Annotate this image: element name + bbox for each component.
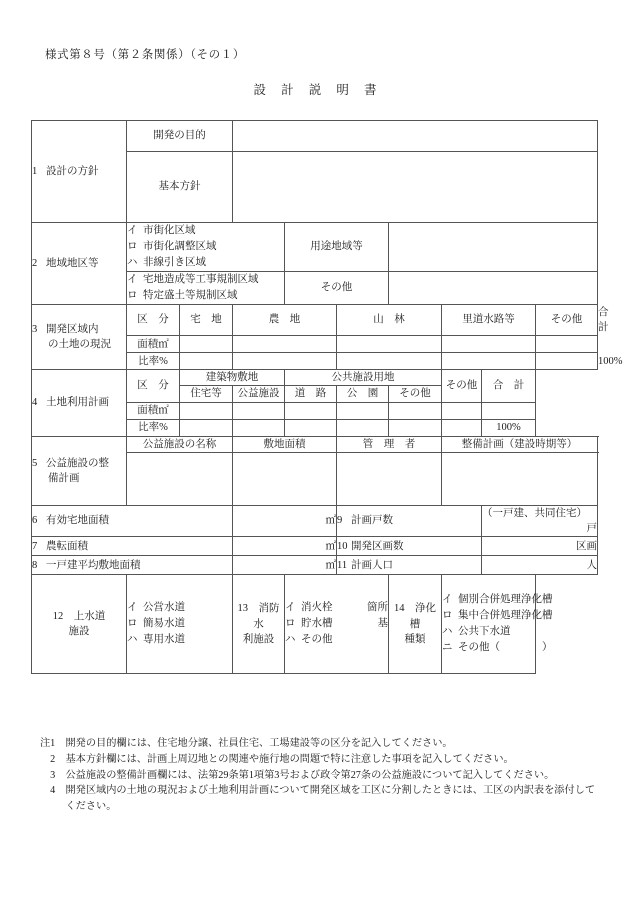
row-title-3-line1: 開発区域内 — [46, 323, 99, 335]
row-label-8 — [32, 556, 233, 575]
row-title-13-line1: 消防水 — [253, 603, 280, 630]
form-number: 様式第８号（第２条関係）（その１） — [45, 49, 245, 61]
fire-water-option-b[interactable] — [285, 616, 388, 632]
option-label: 個別合併処理浄化槽 — [458, 594, 553, 606]
field-plan-ratio-total: 100% — [482, 419, 536, 436]
zoning-option-b[interactable] — [127, 239, 284, 255]
option-label: 貯水槽 — [301, 618, 333, 630]
col-header-road-waterway: 里道水路等 — [442, 304, 536, 335]
col-header-division: 区 分 — [127, 304, 180, 335]
field-administrator[interactable] — [337, 452, 442, 505]
row-number-12: 12 — [52, 611, 64, 623]
table-row-7-10 — [32, 537, 598, 556]
row-header-ratio: 比率% — [127, 353, 180, 370]
row-number-13: 13 — [237, 603, 248, 615]
field-plan-ratio-other[interactable] — [442, 419, 482, 436]
field-area-residential[interactable] — [180, 336, 233, 353]
footnote-lead: 3 — [40, 769, 66, 781]
unit-label: ㎡ — [325, 515, 336, 527]
footnote-1 — [40, 736, 600, 752]
option-label: 集中合併処理浄化槽 — [458, 610, 553, 622]
row-title-6: 有効宅地面積 — [46, 515, 109, 527]
row-title-3-line2: の土地の現況 — [48, 338, 111, 350]
field-planned-population[interactable] — [482, 556, 598, 575]
field-development-purpose[interactable] — [233, 121, 598, 152]
regulation-option-b[interactable] — [127, 288, 284, 304]
septic-tank-option-c[interactable] — [442, 624, 535, 640]
col-header-other-public: その他 — [389, 386, 442, 402]
water-supply-options — [127, 575, 233, 674]
regulation-area-options — [127, 271, 285, 304]
col-header-site-area: 敷地面積 — [233, 436, 337, 452]
field-development-lots[interactable] — [482, 537, 598, 556]
subrow-label-development-purpose: 開発の目的 — [127, 121, 233, 152]
footnote-body: 開発の目的欄には、住宅地分譲、社員住宅、工場建設等の区分を記入してください。 — [65, 738, 453, 749]
col-header-forest: 山 林 — [337, 304, 442, 335]
option-marker: ハ — [127, 256, 138, 268]
option-marker: ハ — [285, 634, 296, 646]
group-header-public-facility-land: 公共施設用地 — [285, 370, 442, 386]
fire-water-option-c[interactable] — [285, 632, 388, 648]
table-row-3-ratio: 比率% 100% — [32, 353, 598, 370]
row-title-5-line1: 公益施設の整 — [46, 457, 109, 469]
water-supply-option-b[interactable] — [127, 616, 232, 632]
col-header-development-plan: 整備計画（建設時期等） — [442, 436, 598, 452]
col-header-residential-land: 宅 地 — [180, 304, 233, 335]
option-label: 特定盛土等規制区域 — [143, 289, 238, 301]
footnote-lead: 2 — [40, 753, 66, 765]
hint-housing-type: （一戸建、共同住宅） — [482, 507, 587, 519]
option-marker: ロ — [442, 610, 453, 622]
row-number-5: 5 — [32, 457, 38, 469]
option-marker: イ — [127, 602, 138, 614]
field-ratio-other[interactable] — [536, 353, 598, 370]
row-title-11: 計画人口 — [351, 559, 393, 571]
row-label-3 — [32, 304, 127, 369]
field-use-district[interactable] — [389, 223, 598, 272]
field-plan-ratio-other-public[interactable] — [389, 419, 442, 436]
row-label-6 — [32, 505, 233, 536]
septic-tank-options — [442, 575, 553, 674]
option-label: 公営水道 — [143, 602, 185, 614]
footnote-2 — [40, 752, 600, 768]
field-plan-ratio-housing[interactable] — [180, 419, 233, 436]
row-label-10 — [337, 537, 482, 556]
row-title-1: 設計の方針 — [46, 165, 99, 177]
footnote-lead: 注1 — [40, 738, 66, 749]
row-label-9 — [337, 505, 482, 536]
col-header-administrator: 管 理 者 — [337, 436, 442, 452]
field-development-plan[interactable] — [442, 452, 598, 505]
field-area-other[interactable] — [536, 336, 598, 353]
col-header-road: 道 路 — [285, 386, 337, 402]
col-header-farmland: 農 地 — [233, 304, 337, 335]
field-plan-area-other-public[interactable] — [389, 402, 442, 419]
label-use-district: 用途地域等 — [285, 223, 389, 272]
row-header-ratio-4: 比率% — [127, 419, 180, 436]
table-row-3-header: 3 開発区域内 の土地の現況 区 分 宅 地 農 地 山 林 里道水路等 その他 合 計 — [32, 304, 598, 335]
septic-tank-option-b[interactable] — [442, 608, 553, 624]
row-number-14: 14 — [394, 603, 405, 615]
subrow-label-basic-policy: 基本方針 — [127, 152, 233, 223]
footnotes — [40, 736, 600, 815]
row-number-8: 8 — [32, 559, 38, 571]
row-label-1 — [32, 121, 127, 223]
option-marker: ロ — [127, 289, 138, 301]
unit-label: ㎡ — [325, 540, 336, 552]
footnote-body: 公益施設の整備計画欄には、法第29条第1項第3号および政令第27条の公益施設について記入してください。 — [65, 769, 555, 781]
option-marker: ロ — [127, 240, 138, 252]
regulation-option-a[interactable] — [127, 272, 284, 288]
fire-water-options — [285, 575, 389, 674]
row-title-2: 地域地区等 — [46, 257, 99, 269]
row-number-2: 2 — [32, 257, 38, 269]
option-label: 専用水道 — [143, 634, 185, 646]
row-title-4: 土地利用計画 — [46, 397, 109, 409]
label-other-regulation: その他 — [285, 271, 389, 304]
col-header-facility-name: 公益施設の名称 — [127, 436, 233, 452]
col-header-park: 公 園 — [337, 386, 389, 402]
row-number-1: 1 — [32, 165, 38, 177]
field-plan-area-park[interactable] — [337, 402, 389, 419]
row-label-13 — [233, 575, 285, 674]
footnote-4 — [40, 783, 600, 815]
field-area-farmland[interactable] — [233, 336, 337, 353]
field-plan-ratio-park[interactable] — [337, 419, 389, 436]
unit-label: 箇所 — [367, 602, 388, 614]
row-number-4: 4 — [32, 397, 38, 409]
col-header-public-facility: 公益施設 — [233, 386, 285, 402]
row-title-13-line2: 利施設 — [242, 633, 275, 645]
option-marker: ロ — [285, 618, 296, 630]
table-row-6-9 — [32, 505, 598, 536]
option-marker: イ — [127, 273, 138, 285]
field-ratio-road-waterway[interactable] — [442, 353, 536, 370]
row-header-area: 面積㎡ — [127, 336, 180, 353]
option-marker: ロ — [127, 618, 138, 630]
field-area-road-waterway[interactable] — [442, 336, 536, 353]
table-row-1-purpose — [32, 121, 598, 152]
unit-label: 基 — [377, 618, 388, 630]
field-effective-residential-area[interactable] — [233, 505, 337, 536]
row-number-6: 6 — [32, 515, 38, 527]
field-farmland-conversion-area[interactable] — [233, 537, 337, 556]
option-label: 市街化区域 — [143, 225, 196, 236]
design-description-table — [31, 120, 623, 674]
row-label-4 — [32, 370, 127, 436]
option-label: 宅地造成等工事規制区域 — [143, 273, 259, 285]
water-supply-option-a[interactable] — [127, 600, 232, 616]
field-ratio-forest[interactable] — [337, 353, 442, 370]
option-label: その他 — [301, 634, 333, 646]
table-row-8-11 — [32, 556, 598, 575]
col-header-total-4: 合 計 — [482, 370, 536, 402]
row-title-10: 開発区画数 — [351, 540, 404, 552]
row-label-7 — [32, 537, 233, 556]
field-plan-area-total[interactable] — [482, 402, 536, 419]
footnote-3 — [40, 768, 600, 784]
row-title-14-line1: 浄化槽 — [409, 603, 436, 630]
row-title-12-line1: 上水道 — [73, 611, 106, 623]
col-header-other-4: その他 — [442, 370, 482, 402]
unit-label: ㎡ — [325, 559, 336, 571]
field-plan-area-other[interactable] — [442, 402, 482, 419]
zoning-option-c[interactable] — [127, 255, 284, 271]
row-number-10: 10 — [337, 540, 348, 552]
field-plan-ratio-road[interactable] — [285, 419, 337, 436]
zoning-option-a[interactable] — [127, 223, 284, 239]
field-plan-area-road[interactable] — [285, 402, 337, 419]
field-planned-units[interactable] — [482, 505, 598, 536]
footnote-body: 基本方針欄には、計画上周辺地との関連や施行地の問題で特に注意した事項を記入してください。 — [65, 753, 514, 765]
water-supply-option-c[interactable] — [127, 632, 232, 648]
field-other-regulation[interactable] — [389, 271, 598, 304]
field-facility-name[interactable] — [127, 452, 233, 505]
row-title-12-line2: 施設 — [68, 626, 90, 638]
row-label-12 — [32, 575, 127, 674]
row-label-14 — [389, 575, 442, 674]
row-label-11 — [337, 556, 482, 575]
unit-label: 人 — [586, 559, 598, 571]
col-header-other: その他 — [536, 304, 598, 335]
row-number-9: 9 — [337, 515, 343, 527]
row-label-5 — [32, 436, 127, 505]
field-area-forest[interactable] — [337, 336, 442, 353]
option-marker: ニ — [442, 642, 453, 654]
field-basic-policy[interactable] — [233, 152, 598, 223]
field-site-area[interactable] — [233, 452, 337, 505]
row-header-area-4: 面積㎡ — [127, 402, 180, 419]
option-marker: イ — [285, 602, 296, 614]
option-label: 非線引き区域 — [143, 256, 206, 268]
row-title-9: 計画戸数 — [351, 515, 393, 527]
row-label-2 — [32, 223, 127, 305]
row-title-7: 農転面積 — [46, 540, 88, 552]
table-row-5-header — [32, 436, 598, 452]
option-label: 公共下水道 — [458, 626, 511, 638]
option-label: その他（ ） — [458, 642, 553, 654]
row-title-5-line2: 備計画 — [48, 472, 80, 484]
option-marker: ハ — [442, 626, 453, 638]
col-header-division-4: 区 分 — [127, 370, 180, 402]
field-plan-area-housing[interactable] — [180, 402, 233, 419]
row-number-7: 7 — [32, 540, 38, 552]
septic-tank-option-a[interactable] — [442, 592, 553, 608]
option-label: 市街化調整区域 — [143, 240, 217, 252]
septic-tank-option-d[interactable] — [442, 640, 553, 656]
row-number-11: 11 — [337, 559, 348, 571]
col-header-housing: 住宅等 — [180, 386, 233, 402]
table-row-2-zoning — [32, 223, 598, 272]
footnote-lead: 4 — [40, 785, 66, 797]
option-label: 消火栓 — [301, 602, 333, 614]
option-marker: イ — [127, 225, 138, 236]
unit-label: 区画 — [576, 540, 598, 552]
row-title-8: 一戸建平均敷地面積 — [46, 559, 141, 571]
field-average-lot-area[interactable] — [233, 556, 337, 575]
table-row-4-group-header — [32, 370, 598, 386]
zoning-area-options — [127, 223, 285, 272]
group-header-building-site: 建築物敷地 — [180, 370, 285, 386]
field-ratio-residential[interactable] — [180, 353, 233, 370]
option-marker: イ — [442, 594, 453, 606]
option-label: 簡易水道 — [143, 618, 185, 630]
document-title: 設 計 説 明 書 — [253, 83, 383, 97]
field-ratio-farmland[interactable] — [233, 353, 337, 370]
option-marker: ハ — [127, 634, 138, 646]
footnote-body: 開発区域内の土地の現況および土地利用計画について開発区域を工区に分割したときには、工区の内訳表を添付してください。 — [65, 785, 596, 813]
unit-label: 戸 — [586, 523, 598, 535]
row-number-3: 3 — [32, 323, 38, 335]
row-title-14-line2: 種類 — [404, 633, 426, 645]
fire-water-option-a[interactable] — [285, 600, 388, 616]
field-plan-ratio-public-facility[interactable] — [233, 419, 285, 436]
field-plan-area-public-facility[interactable] — [233, 402, 285, 419]
table-row-12-13-14 — [32, 575, 598, 674]
